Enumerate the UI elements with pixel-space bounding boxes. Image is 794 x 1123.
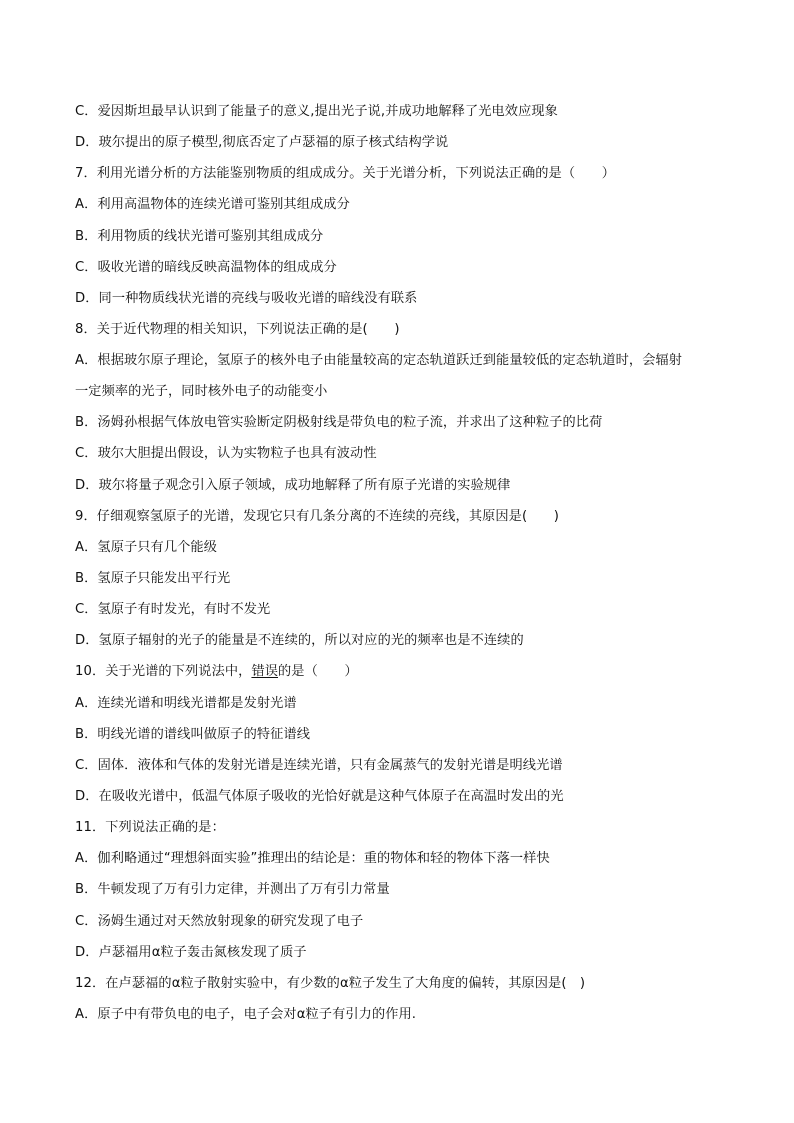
- option-line: D．卢瑟福用α粒子轰击氮核发现了质子: [75, 945, 307, 960]
- option-line: A．利用高温物体的连续光谱可鉴别其组成成分: [75, 197, 350, 212]
- emphasis-underline: 错误: [251, 664, 279, 679]
- question-stem: 12．在卢瑟福的α粒子散射实验中，有少数的α粒子发生了大角度的偏转，其原因是( ): [75, 976, 586, 991]
- question-stem: 9．仔细观察氢原子的光谱，发现它只有几条分离的不连续的亮线，其原因是( ): [75, 509, 560, 524]
- option-line: D．玻尔将量子观念引入原子领域，成功地解释了所有原子光谱的实验规律: [75, 478, 511, 493]
- option-line: A．氢原子只有几个能级: [75, 540, 217, 555]
- option-line: B．汤姆孙根据气体放电管实验断定阴极射线是带负电的粒子流，并求出了这种粒子的比荷: [75, 415, 603, 430]
- option-line: C．玻尔大胆提出假设，认为实物粒子也具有波动性: [75, 446, 377, 461]
- question-stem: 7．利用光谱分析的方法能鉴别物质的组成成分。关于光谱分析，下列说法正确的是（ ）: [75, 166, 615, 181]
- option-line: D．同一种物质线状光谱的亮线与吸收光谱的暗线没有联系: [75, 291, 418, 306]
- option-line: C．爱因斯坦最早认识到了能量子的意义,提出光子说,并成功地解释了光电效应现象: [75, 104, 558, 119]
- question-stem: 8．关于近代物理的相关知识，下列说法正确的是( ): [75, 322, 400, 337]
- option-line: D．氢原子辐射的光子的能量是不连续的，所以对应的光的频率也是不连续的: [75, 633, 524, 648]
- question-stem: [75, 662, 725, 682]
- option-line: C．汤姆生通过对天然放射现象的研究发现了电子: [75, 914, 364, 929]
- option-line: B．牛顿发现了万有引力定律，并测出了万有引力常量: [75, 882, 390, 897]
- option-line: A．连续光谱和明线光谱都是发射光谱: [75, 696, 297, 711]
- option-line: A．根据玻尔原子理论，氢原子的核外电子由能量较高的定态轨道跃迁到能量较低的定态轨道时，会辐射: [75, 353, 683, 368]
- option-line: B．明线光谱的谱线叫做原子的特征谱线: [75, 727, 311, 742]
- question-stem: 11．下列说法正确的是：: [75, 820, 225, 835]
- option-line: A．伽利略通过“理想斜面实验”推理出的结论是：重的物体和轻的物体下落一样快: [75, 851, 550, 866]
- option-line: D．在吸收光谱中，低温气体原子吸收的光恰好就是这种气体原子在高温时发出的光: [75, 789, 564, 804]
- option-line: C．固体．液体和气体的发射光谱是连续光谱，只有金属蒸气的发射光谱是明线光谱: [75, 758, 563, 773]
- option-line: C．氢原子有时发光，有时不发光: [75, 602, 271, 617]
- option-line-continuation: 一定频率的光子，同时核外电子的动能变小: [75, 384, 328, 399]
- option-line: C．吸收光谱的暗线反映高温物体的组成成分: [75, 260, 337, 275]
- question-text: 10．关于光谱的下列说法中，: [75, 664, 252, 679]
- question-text: 的是（ ）: [278, 664, 358, 679]
- option-line: D．玻尔提出的原子模型,彻底否定了卢瑟福的原子核式结构学说: [75, 135, 449, 150]
- option-line: B．氢原子只能发出平行光: [75, 571, 231, 586]
- option-line: B．利用物质的线状光谱可鉴别其组成成分: [75, 229, 324, 244]
- option-line: A．原子中有带负电的电子，电子会对α粒子有引力的作用.: [75, 1007, 417, 1022]
